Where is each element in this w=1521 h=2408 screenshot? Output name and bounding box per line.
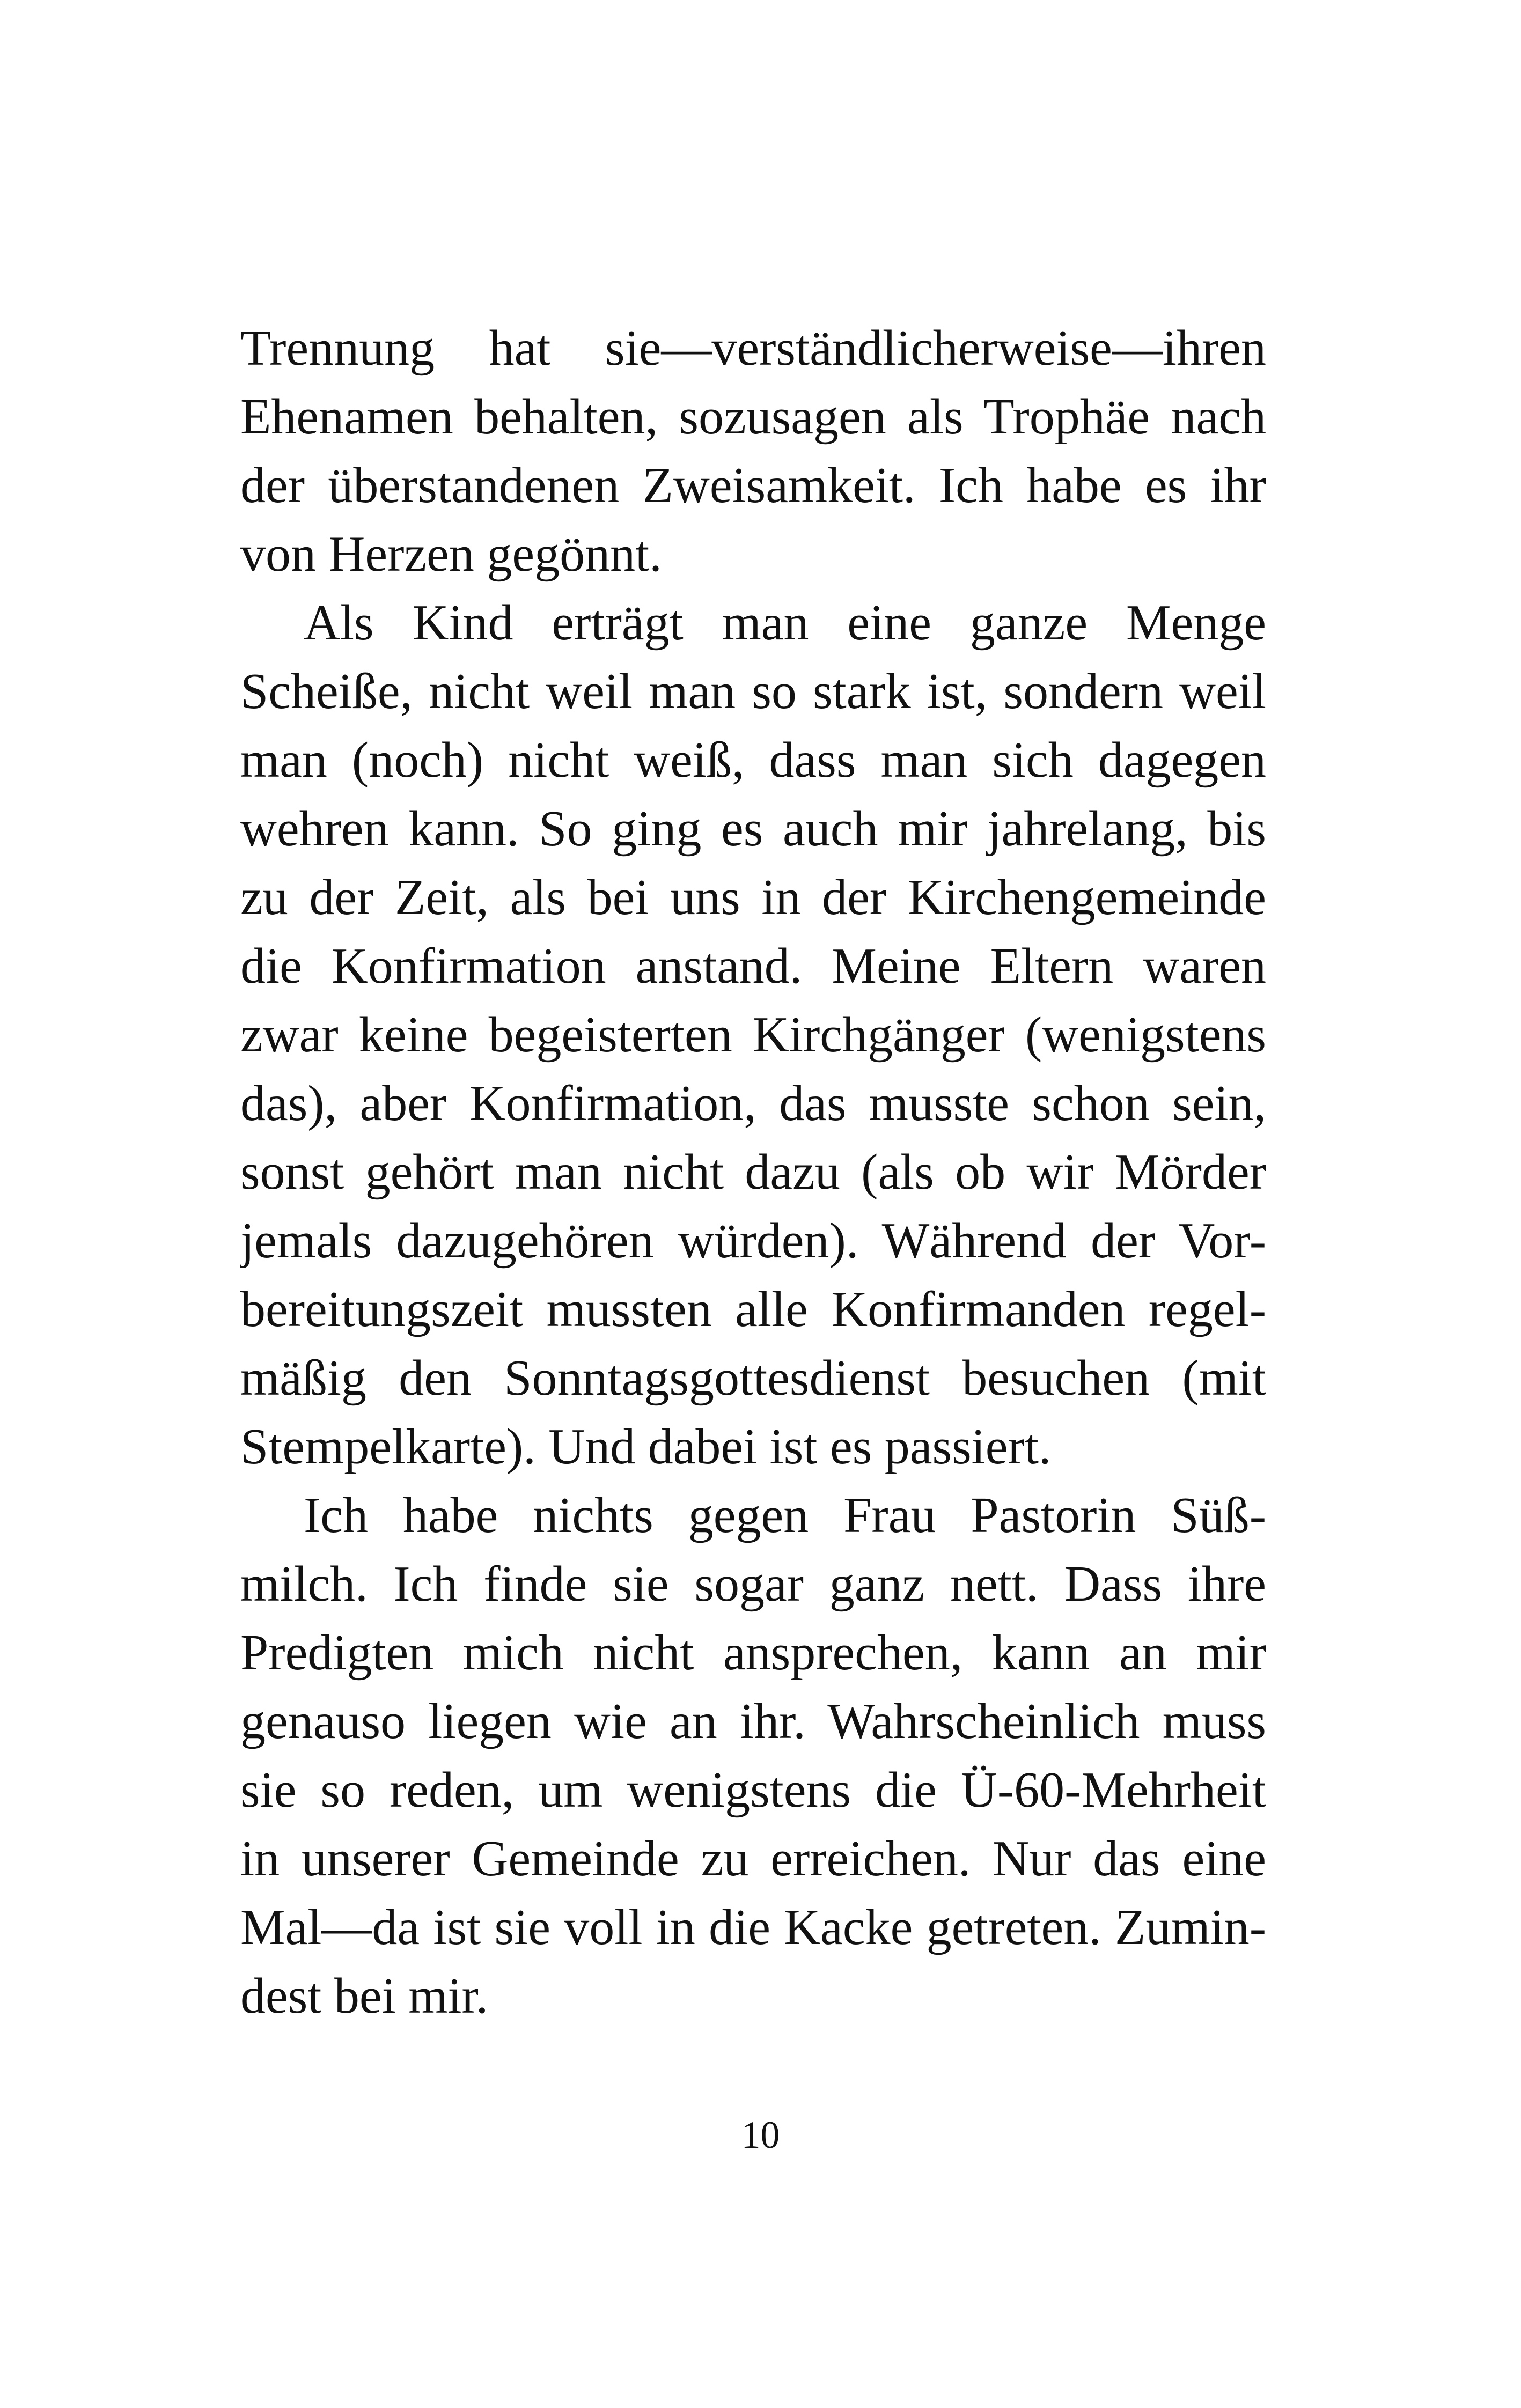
text-line: sie so reden, um wenigstens die Ü-60-Mehrheit: [240, 1762, 1266, 1818]
text-line: dest bei mir.: [240, 1968, 489, 2024]
text-line: genauso liegen wie an ihr. Wahrscheinlich muss: [240, 1693, 1266, 1749]
text-line: jemals dazugehören würden). Während der Vor-: [240, 1213, 1266, 1269]
text-line: Als Kind erträgt man eine ganze Menge: [304, 595, 1266, 651]
text-line: zwar keine begeisterten Kirchgänger (wenigstens: [240, 1007, 1266, 1063]
text-line: zu der Zeit, als bei uns in der Kirchengemeinde: [240, 870, 1266, 925]
text-line: bereitungszeit mussten alle Konfirmanden regel-: [240, 1282, 1266, 1337]
text-line: Mal—da ist sie voll in die Kacke getreten. Zumin-: [240, 1899, 1266, 1955]
text-line: Stempelkarte). Und dabei ist es passiert.: [240, 1419, 1052, 1475]
text-line: Scheiße, nicht weil man so stark ist, sondern weil: [240, 664, 1266, 719]
body-text: [240, 314, 1266, 2030]
text-line: wehren kann. So ging es auch mir jahrelang, bis: [240, 801, 1266, 857]
text-line: Ehenamen behalten, sozusagen als Trophäe nach: [240, 389, 1266, 445]
text-line: die Konfirmation anstand. Meine Eltern waren: [240, 938, 1266, 994]
text-line: man (noch) nicht weiß, dass man sich dagegen: [240, 732, 1266, 788]
text-line: milch. Ich finde sie sogar ganz nett. Dass ihre: [240, 1556, 1266, 1612]
text-line: Trennung hat sie—verständlicherweise—ihren: [240, 320, 1266, 376]
text-line: mäßig den Sonntagsgottesdienst besuchen (mit: [240, 1350, 1266, 1406]
text-line: Predigten mich nicht ansprechen, kann an mir: [240, 1625, 1266, 1681]
text-line: das), aber Konfirmation, das musste schon sein,: [240, 1076, 1266, 1131]
text-line: sonst gehört man nicht dazu (als ob wir Mörder: [240, 1144, 1266, 1200]
text-line: Ich habe nichts gegen Frau Pastorin Süß-: [304, 1487, 1266, 1543]
page-number: 10: [741, 2114, 780, 2156]
text-line: von Herzen gegönnt.: [240, 526, 662, 582]
text-line: in unserer Gemeinde zu erreichen. Nur das eine: [240, 1831, 1266, 1887]
text-line: der überstandenen Zweisamkeit. Ich habe es ihr: [240, 458, 1266, 513]
